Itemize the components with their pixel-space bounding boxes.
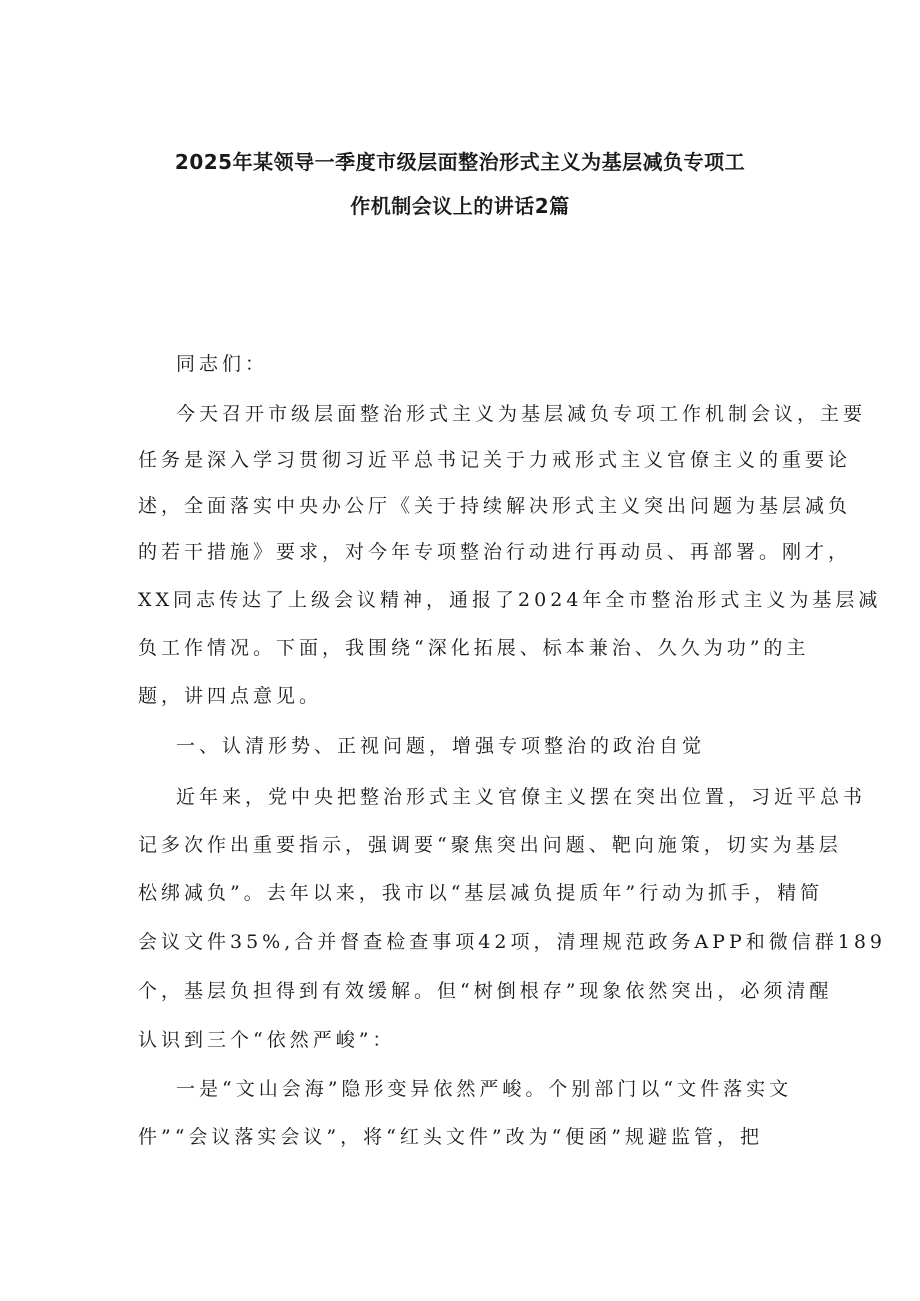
paragraph-1-line: 述，全面落实中央办公厅《关于持续解决形式主义突出问题为基层减负 — [138, 495, 852, 517]
paragraph-1-line: 负工作情况。下面，我围绕“深化拓展、标本兼治、久久为功”的主 — [138, 637, 810, 659]
paragraph-3-line: 一是“文山会海”隐形变异依然严峻。个别部门以“文件落实文 — [176, 1078, 793, 1100]
paragraph-2-line: 近年来，党中央把整治形式主义官僚主义摆在突出位置，习近平总书 — [176, 786, 867, 808]
paragraph-1-line: XX同志传达了上级会议精神，通报了2024年全市整治形式主义为基层减 — [138, 589, 882, 611]
paragraph-1-line: 今天召开市级层面整治形式主义为基层减负专项工作机制会议，主要 — [176, 403, 867, 425]
document-title-line-2: 作机制会议上的讲话2篇 — [350, 194, 570, 218]
paragraph-1-line: 题，讲四点意见。 — [138, 685, 323, 707]
section-heading: 一、认清形势、正视问题，增强专项整治的政治自觉 — [176, 735, 706, 757]
paragraph-1-line: 的若干措施》要求，对今年专项整治行动进行再动员、再部署。刚才， — [138, 541, 852, 563]
paragraph-3-line: 件”“会议落实会议”，将“红头文件”改为“便函”规避监管，把 — [138, 1126, 763, 1148]
paragraph-2-line: 认识到三个“依然严峻”： — [138, 1029, 396, 1051]
paragraph-1-line: 任务是深入学习贯彻习近平总书记关于力戒形式主义官僚主义的重要论 — [138, 449, 852, 471]
paragraph-2-line: 会议文件35%,合并督查检查事项42项，清理规范政务APP和微信群189 — [138, 931, 887, 953]
document-title-line-1: 2025年某领导一季度市级层面整治形式主义为基层减负专项工 — [174, 150, 746, 174]
paragraph-2-line: 松绑减负”。去年以来，我市以“基层减负提质年”行动为抓手，精简 — [138, 882, 824, 904]
paragraph-2-line: 个，基层负担得到有效缓解。但“树倒根存”现象依然突出，必须清醒 — [138, 980, 833, 1002]
paragraph-2-line: 记多次作出重要指示，强调要“聚焦突出问题、靶向施策，切实为基层 — [138, 834, 842, 856]
salutation: 同志们： — [176, 353, 269, 375]
